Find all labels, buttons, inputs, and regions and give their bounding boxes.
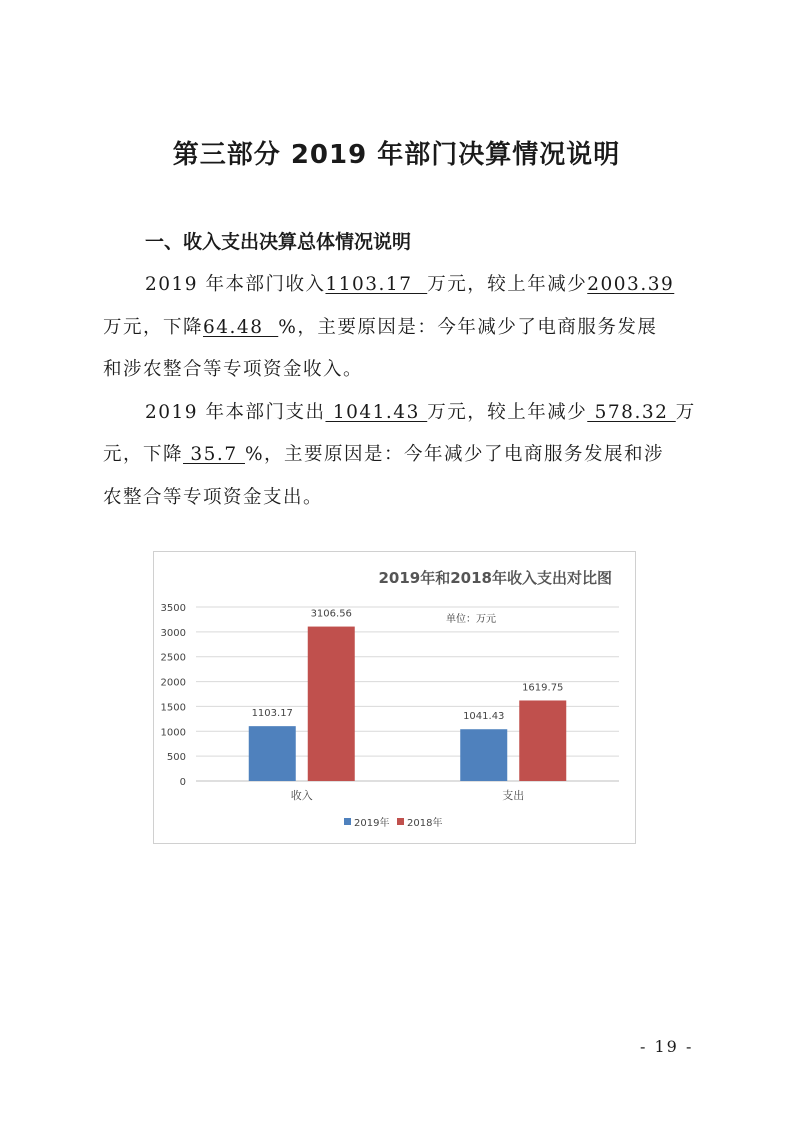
income-amount: 1103.17 — [325, 274, 428, 295]
income-paragraph-line-1 — [145, 270, 674, 296]
income-paragraph-line-3: 和涉农整合等专项资金收入。 — [103, 359, 364, 380]
bar — [308, 627, 355, 781]
income-decrease-percent: 64.48 — [203, 317, 279, 338]
bar — [249, 726, 296, 781]
bar-data-label: 1103.17 — [251, 708, 293, 720]
legend-label: 2019年 — [354, 818, 390, 829]
y-tick-label: 1500 — [160, 702, 186, 714]
expense-decrease-amount: 578.32 — [587, 402, 676, 423]
y-tick-label: 2500 — [160, 652, 186, 664]
category-label: 收入 — [290, 789, 313, 802]
page-title: 第三部分 2019 年部门决算情况说明 — [172, 140, 621, 170]
income-text: 万元，下降 — [103, 317, 204, 338]
expense-paragraph-line-2 — [103, 440, 664, 466]
bar — [460, 729, 507, 781]
income-decrease-amount: 2003.39 — [587, 274, 675, 295]
legend-swatch — [397, 818, 404, 825]
expense-text: %，主要原因是：今年减少了电商服务发展和涉 — [244, 444, 665, 465]
expense-text: 2019 年本部门支出 — [145, 402, 326, 423]
income-text: 2019 年本部门收入 — [145, 274, 326, 295]
legend-label: 2018年 — [407, 818, 443, 829]
bar-chart-svg — [154, 552, 635, 843]
bar-data-label: 1041.43 — [463, 711, 505, 723]
income-paragraph-line-2 — [103, 313, 657, 339]
expense-paragraph-line-3: 农整合等专项资金支出。 — [103, 487, 324, 508]
y-tick-label: 3500 — [160, 603, 186, 614]
expense-text: 万元，较上年减少 — [427, 402, 588, 423]
bar-chart — [153, 551, 636, 844]
chart-unit-note: 单位：万元 — [446, 614, 496, 625]
expense-decrease-percent: 35.7 — [183, 444, 245, 465]
page-number: - 19 - — [640, 1037, 694, 1056]
expense-text: 万 — [675, 402, 696, 423]
chart-title: 2019年和2018年收入支出对比图 — [378, 569, 612, 587]
y-tick-label: 500 — [166, 752, 186, 764]
income-text: 万元，较上年减少 — [427, 274, 588, 295]
category-label: 支出 — [502, 789, 525, 802]
bar-data-label: 1619.75 — [522, 682, 564, 694]
bar-data-label: 3106.56 — [310, 608, 352, 620]
expense-text: 元，下降 — [103, 444, 184, 465]
legend-swatch — [344, 818, 351, 825]
income-text: %，主要原因是：今年减少了电商服务发展 — [278, 317, 658, 338]
expense-paragraph-line-1 — [145, 398, 696, 424]
expense-amount: 1041.43 — [325, 402, 428, 423]
y-tick-label: 2000 — [160, 677, 186, 689]
y-tick-label: 3000 — [160, 627, 186, 639]
y-tick-label: 0 — [179, 777, 186, 788]
section-heading: 一、收入支出决算总体情况说明 — [145, 231, 412, 253]
y-tick-label: 1000 — [160, 727, 186, 739]
bar — [519, 700, 566, 781]
